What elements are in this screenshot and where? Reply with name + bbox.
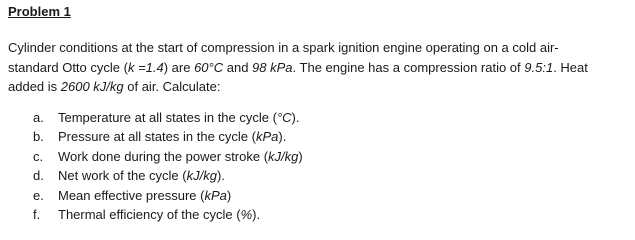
- task-close: ).: [252, 206, 261, 222]
- task-unit: kJ/kg: [186, 168, 217, 184]
- statement-value: 60°C: [194, 59, 224, 75]
- task-text: Thermal efficiency of the cycle (: [58, 206, 241, 222]
- task-marker: e.: [33, 187, 44, 203]
- statement-line: [8, 38, 628, 58]
- task-marker: d.: [33, 168, 44, 184]
- statement-value: 2600 kJ/kg: [60, 79, 124, 94]
- statement-text: standard Otto cycle (: [8, 59, 128, 75]
- statement-value: 98 kPa: [252, 59, 293, 75]
- task-close: ): [226, 187, 232, 203]
- task-unit: %: [240, 206, 253, 222]
- task-list: [33, 108, 303, 224]
- task-item: [33, 108, 303, 127]
- task-item: [33, 147, 303, 166]
- task-unit: kJ/kg: [268, 148, 299, 164]
- problem-title: Problem 1: [8, 4, 71, 19]
- task-text: Work done during the power stroke (: [58, 148, 269, 164]
- task-text: Temperature at all states in the cycle (: [58, 110, 277, 125]
- task-item: [33, 205, 303, 224]
- task-unit: °C: [276, 110, 292, 125]
- statement-text: . Heat: [553, 59, 588, 75]
- statement-text: Cylinder conditions at the start of compression in a spark ignition engine operating on a cold air-: [8, 40, 559, 55]
- task-item: [33, 127, 303, 146]
- statement-text: added is: [8, 79, 61, 94]
- task-marker: f.: [33, 206, 41, 222]
- statement-text: and: [223, 59, 253, 75]
- task-marker: b.: [33, 129, 44, 145]
- task-text: Pressure at all states in the cycle (: [58, 129, 256, 145]
- problem-statement: [8, 38, 628, 97]
- task-unit: kPa: [204, 187, 227, 203]
- task-item: [33, 186, 303, 205]
- task-text: Net work of the cycle (: [58, 168, 187, 184]
- statement-text: of air. Calculate:: [123, 79, 221, 94]
- statement-value: k =1.4: [127, 59, 164, 75]
- task-marker: a.: [33, 110, 44, 125]
- task-close: ): [298, 148, 303, 164]
- task-unit: kPa: [255, 129, 279, 145]
- statement-value: 9.5:1: [524, 59, 554, 75]
- statement-line: [8, 77, 628, 97]
- statement-text: . The engine has a compression ratio of: [292, 59, 525, 75]
- task-marker: c.: [33, 148, 44, 164]
- task-text: Mean effective pressure (: [58, 187, 205, 203]
- task-item: [33, 166, 303, 185]
- task-close: ).: [291, 110, 300, 125]
- statement-line: [8, 58, 628, 78]
- task-close: ).: [278, 129, 287, 145]
- task-close: ).: [216, 168, 225, 184]
- statement-text: ) are: [163, 59, 195, 75]
